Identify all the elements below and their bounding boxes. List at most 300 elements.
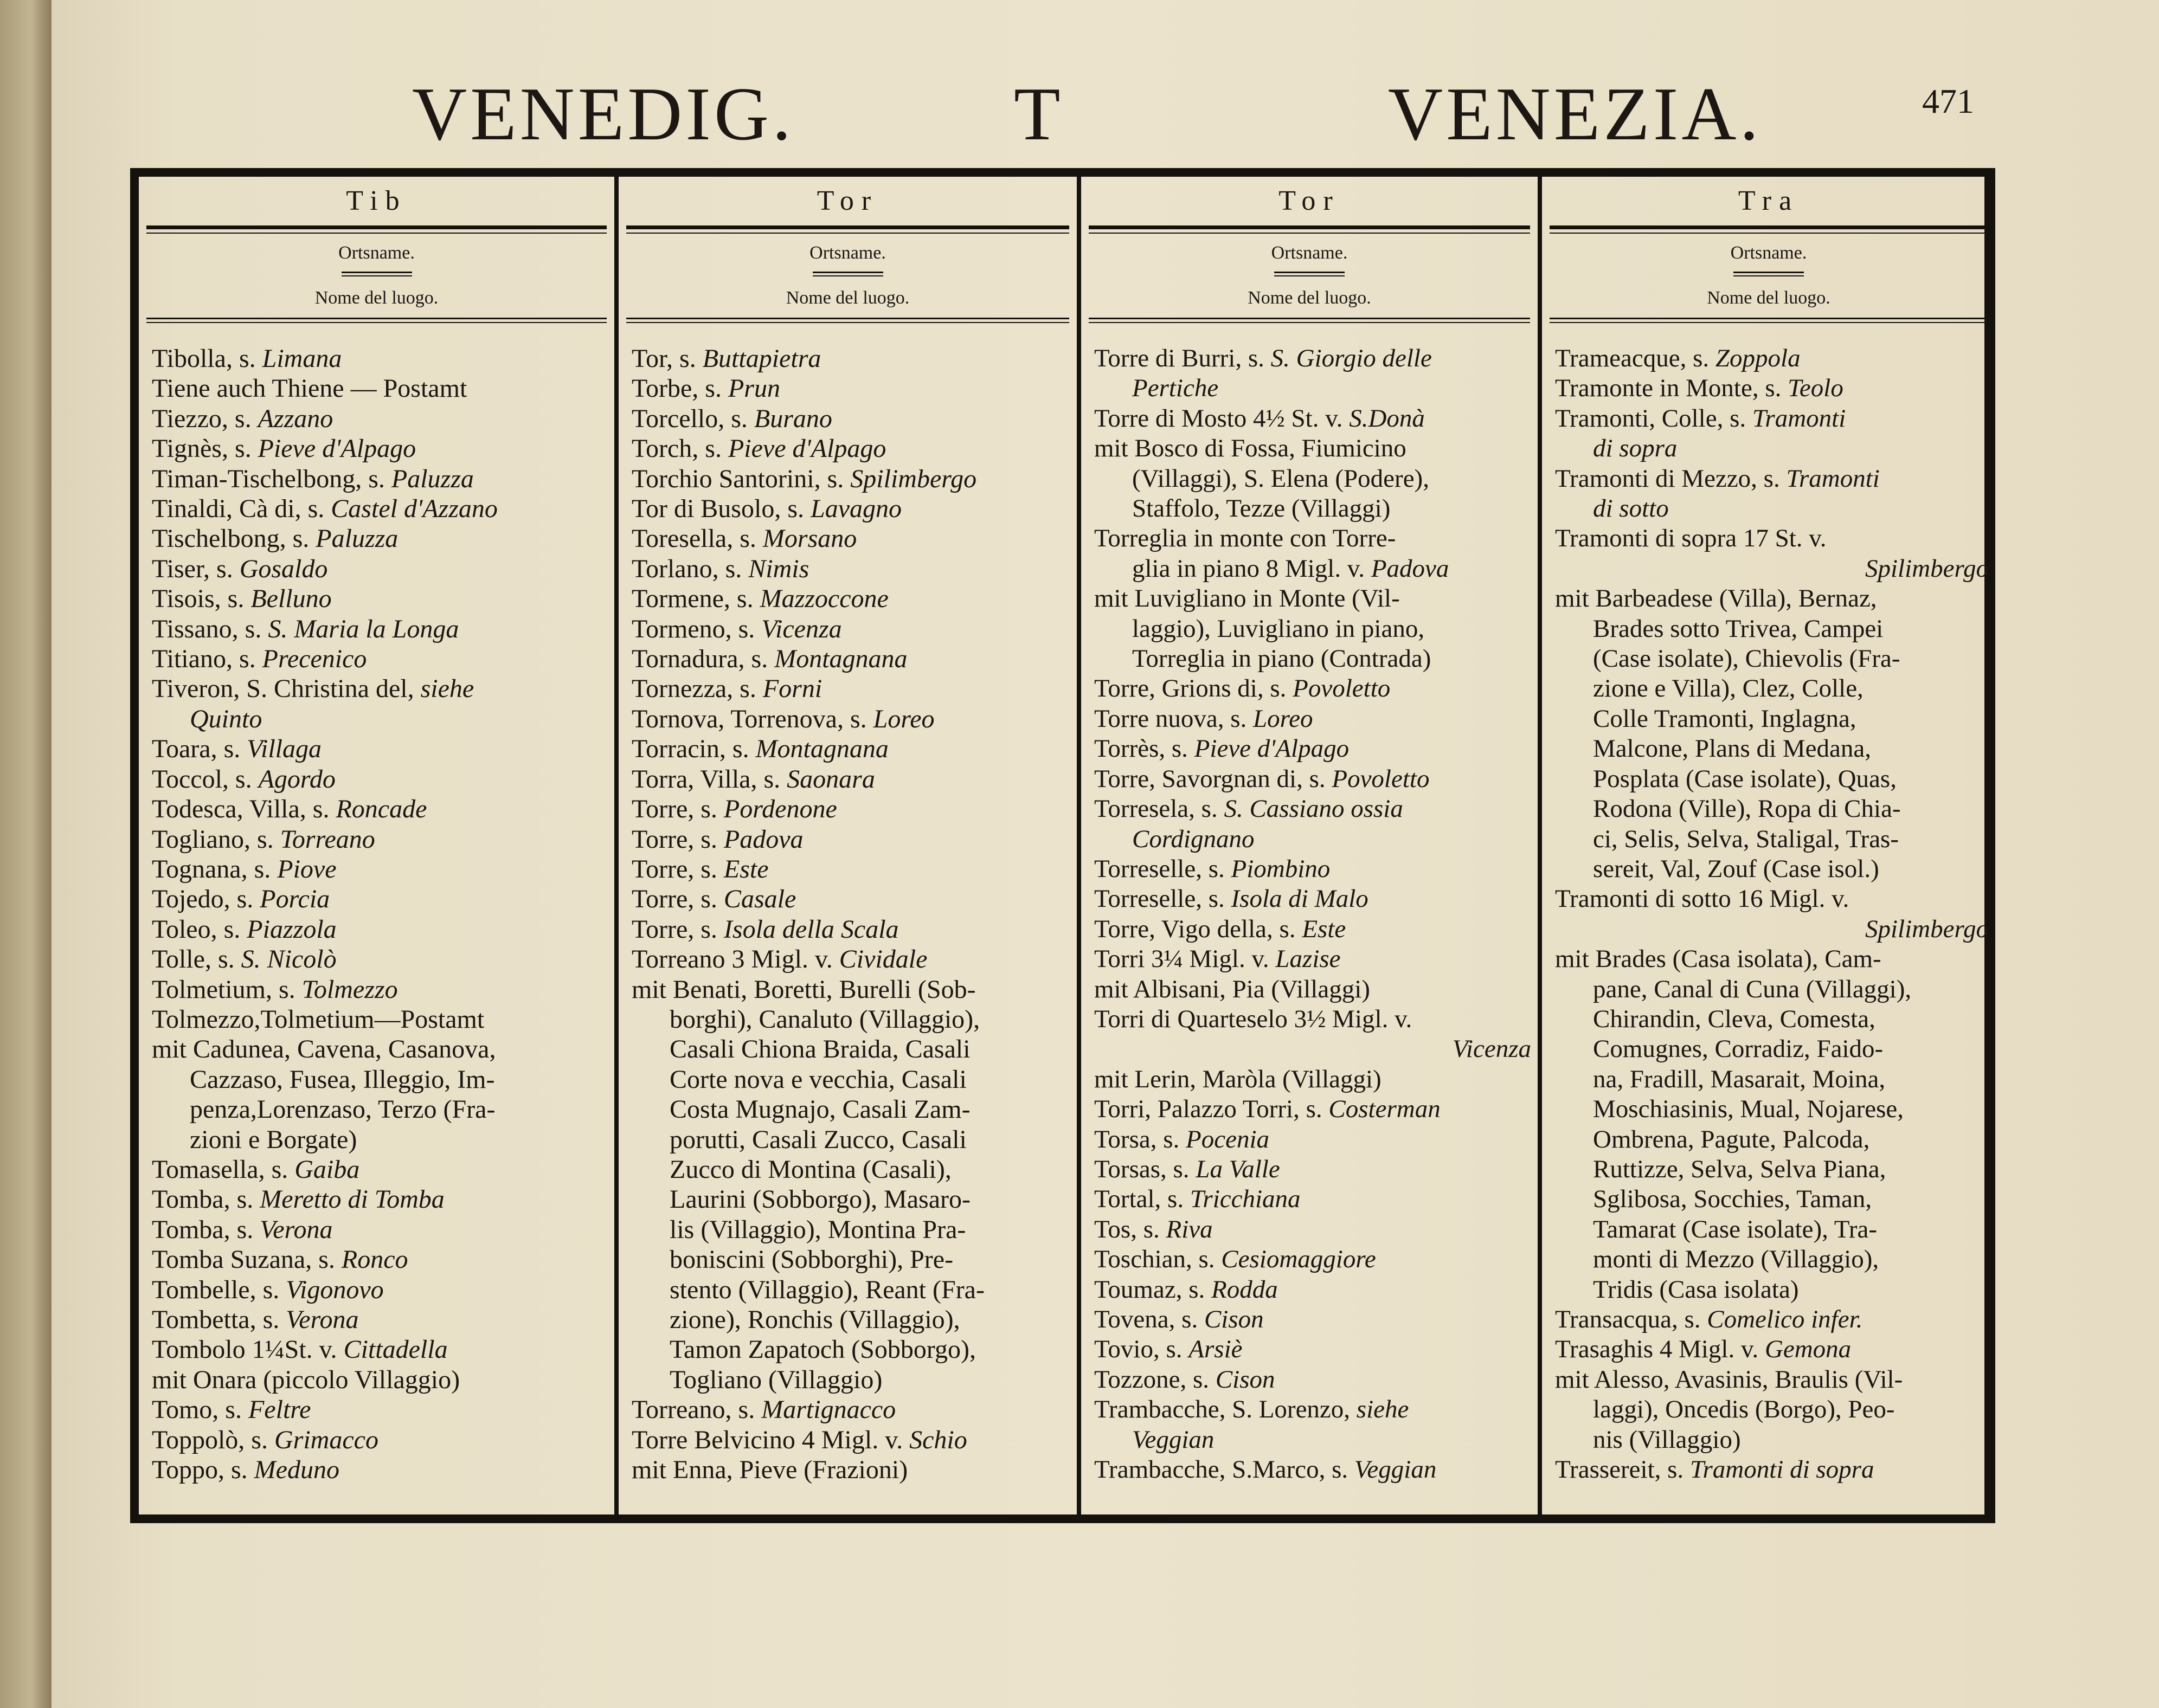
divider	[146, 318, 607, 319]
entry-name: Rodona (Ville), Ropa di Chia-	[1593, 795, 1901, 823]
entry-name: Torsa, s.	[1094, 1125, 1186, 1153]
entry-name: Tinaldi, Cà di, s.	[152, 494, 331, 524]
entry-name: laggi), Oncedis (Borgo), Peo-	[1593, 1395, 1895, 1424]
entry-row	[152, 1125, 608, 1155]
entry-row	[632, 944, 1070, 974]
entry-name: glia in piano 8 Migl. v.	[1132, 554, 1371, 583]
entry-list	[1081, 323, 1538, 1485]
entry-name: Torre di Mosto 4½ St. v.	[1094, 404, 1350, 433]
entry-name: Tombolo 1¼St. v.	[152, 1335, 344, 1364]
entry-name: Tramonti di sopra 17 St. v.	[1555, 524, 1827, 553]
entry-name: Tignès, s.	[152, 434, 258, 463]
entry-row	[1555, 554, 1989, 584]
entry-reference: Paluzza	[391, 464, 474, 493]
entry-row	[152, 1034, 608, 1064]
entry-row	[152, 794, 608, 824]
entry-reference: Spilimbergo	[1865, 914, 1989, 943]
entry-name: mit Bosco di Fossa, Fiumicino	[1094, 434, 1406, 463]
entry-row	[632, 975, 1070, 1004]
entry-name: Torre nuova, s.	[1094, 704, 1253, 733]
entry-name: Casali Chiona Braida, Casali	[670, 1035, 971, 1064]
entry-name: Tramonte in Monte, s.	[1555, 374, 1788, 403]
entry-row	[152, 674, 608, 704]
entry-row	[1094, 884, 1531, 914]
entry-reference: S. Giorgio delle	[1270, 344, 1432, 372]
divider	[1274, 272, 1345, 273]
entry-reference: S.Donà	[1349, 404, 1425, 433]
running-head-italian: VENEZIA.	[1388, 72, 1762, 156]
entry-name: Tombetta, s.	[152, 1305, 286, 1334]
entry-reference: Montagnana	[774, 644, 908, 674]
entry-row	[632, 614, 1070, 644]
entry-reference: di sopra	[1593, 434, 1678, 463]
entry-name: borghi), Canaluto (Villaggio),	[670, 1004, 980, 1034]
entry-row	[1555, 614, 1989, 644]
divider	[626, 318, 1069, 319]
entry-row	[1094, 674, 1531, 704]
entry-row	[1094, 554, 1531, 584]
entry-row	[632, 1034, 1070, 1064]
entry-name: stento (Villaggio), Reant (Fra-	[670, 1275, 985, 1304]
entry-row	[1555, 1125, 1989, 1155]
entry-name: mit Luvigliano in Monte (Vil-	[1094, 584, 1400, 613]
entry-name: Tozzone, s.	[1094, 1365, 1216, 1394]
entry-row	[1555, 1425, 1989, 1455]
entry-reference: Azzano	[258, 404, 333, 433]
entry-reference: Cittadella	[343, 1335, 448, 1364]
entry-row	[152, 1155, 608, 1184]
entry-reference: Riva	[1166, 1215, 1213, 1243]
entry-row	[1555, 1184, 1989, 1214]
entry-row	[152, 434, 608, 463]
entry-name: Torch, s.	[632, 434, 728, 463]
entry-row	[1555, 944, 1989, 974]
entry-reference: Casale	[723, 885, 796, 914]
divider	[813, 272, 883, 273]
entry-row	[632, 794, 1070, 824]
entry-name: Costa Mugnajo, Casali Zam-	[670, 1095, 971, 1124]
entry-row	[1555, 764, 1989, 794]
entry-name: Malcone, Plans di Medana,	[1593, 734, 1871, 763]
entry-row	[1555, 404, 1989, 434]
entry-row	[1555, 434, 1989, 463]
entry-row	[152, 644, 608, 674]
entry-name: Tornova, Torrenova, s.	[632, 704, 873, 733]
entry-reference: Comelico infer.	[1707, 1305, 1863, 1333]
entry-row	[1094, 854, 1531, 884]
entry-row	[152, 404, 608, 434]
entry-reference: Cesiomaggiore	[1221, 1245, 1376, 1274]
entry-row	[1555, 1094, 1989, 1124]
entry-name: Torre, s.	[632, 795, 724, 824]
entry-row	[1555, 1245, 1989, 1274]
entry-row	[152, 1094, 608, 1124]
entry-name: Torre, s.	[632, 885, 724, 914]
entry-row	[152, 554, 608, 584]
column-subhead-german: Ortsname.	[809, 243, 886, 263]
entry-name: Todesca, Villa, s.	[152, 795, 336, 824]
entry-name: Tomba, s.	[152, 1185, 260, 1214]
entry-name: Torreano, s.	[632, 1395, 762, 1425]
entry-name: Tramonti di sotto 16 Migl. v.	[1555, 885, 1849, 913]
entry-row	[632, 1365, 1070, 1395]
entry-name: Tormeno, s.	[632, 614, 762, 643]
entry-row	[632, 1395, 1070, 1425]
divider	[1550, 225, 1988, 229]
entry-name: Tiene auch Thiene — Postamt	[152, 374, 467, 403]
entry-name: laggio), Luvigliano in piano,	[1132, 614, 1425, 643]
entry-row	[1555, 674, 1989, 704]
entry-reference: siehe	[1356, 1395, 1409, 1424]
entry-row	[152, 494, 608, 524]
entry-row	[152, 824, 608, 854]
entry-row	[632, 1094, 1070, 1124]
entry-name: Torreselle, s.	[1094, 854, 1231, 883]
entry-row	[1094, 944, 1531, 974]
entry-name: Tovena, s.	[1094, 1305, 1204, 1333]
entry-name: Tovio, s.	[1094, 1335, 1189, 1364]
entry-name: Toschian, s.	[1094, 1245, 1222, 1274]
entry-reference: Pordenone	[723, 795, 837, 824]
entry-row	[1094, 704, 1531, 734]
column-subhead-italian: Nome del luogo.	[786, 288, 910, 308]
entry-row	[1555, 1215, 1989, 1245]
entry-name: Tiser, s.	[152, 554, 240, 583]
entry-row	[152, 1184, 608, 1214]
entry-reference: Cison	[1215, 1365, 1275, 1394]
entry-reference: Grimacco	[274, 1425, 378, 1454]
entry-row	[1555, 734, 1989, 764]
entry-row	[632, 1184, 1070, 1214]
entry-row	[1094, 614, 1531, 644]
entry-row	[632, 914, 1070, 944]
entry-row	[632, 1215, 1070, 1245]
entry-row	[152, 764, 608, 794]
entry-list	[619, 323, 1077, 1485]
entry-row	[1555, 464, 1989, 494]
entry-reference: Nimis	[748, 554, 809, 583]
column-subhead-italian: Nome del luogo.	[1707, 288, 1830, 308]
entry-name: Torre di Burri, s.	[1094, 344, 1271, 372]
entry-reference: Castel d'Azzano	[331, 494, 498, 524]
entry-name: Comugnes, Corradiz, Faido-	[1593, 1035, 1884, 1064]
entry-reference: Verona	[260, 1215, 333, 1244]
entry-name: Tombelle, s.	[152, 1275, 286, 1304]
entry-row	[1555, 584, 1989, 614]
entry-row	[1094, 794, 1531, 824]
entry-list	[139, 323, 614, 1485]
entry-reference: Zoppola	[1715, 344, 1801, 372]
entry-reference: Loreo	[1253, 704, 1313, 733]
entry-row	[1094, 1215, 1531, 1245]
entry-name: Tischelbong, s.	[152, 524, 316, 553]
entry-name: mit Cadunea, Cavena, Casanova,	[152, 1035, 496, 1064]
entry-row	[632, 1275, 1070, 1305]
entry-row	[1094, 1184, 1531, 1214]
entry-name: pane, Canal di Cuna (Villaggi),	[1593, 975, 1912, 1003]
entry-name: Torre, Vigo della, s.	[1094, 914, 1302, 943]
entry-reference: Vicenza	[761, 614, 842, 643]
entry-reference: Schio	[909, 1425, 967, 1454]
entry-row	[1094, 1365, 1531, 1395]
entry-row	[1555, 704, 1989, 734]
entry-name: Tomba, s.	[152, 1215, 260, 1244]
entry-row	[152, 1335, 608, 1364]
entry-row	[1555, 1365, 1989, 1395]
entry-row	[152, 854, 608, 884]
entry-reference: Burano	[754, 404, 832, 433]
column-2	[614, 177, 1077, 1514]
column-1	[139, 177, 614, 1514]
entry-reference: Gemona	[1764, 1335, 1852, 1364]
entry-row	[632, 1305, 1070, 1335]
column-subhead-italian: Nome del luogo.	[314, 288, 439, 308]
entry-reference: Meduno	[254, 1455, 339, 1485]
entry-name: Corte nova e vecchia, Casali	[670, 1065, 967, 1094]
entry-reference: Veggian	[1132, 1425, 1215, 1454]
entry-reference: Gosaldo	[239, 554, 328, 583]
entry-row	[632, 1155, 1070, 1184]
column-subhead-german: Ortsname.	[1271, 243, 1348, 263]
entry-name: Tormene, s.	[632, 584, 760, 614]
entry-reference: Tolmezzo	[301, 975, 398, 1004]
entry-name: lis (Villaggio), Montina Pra-	[670, 1215, 966, 1244]
entry-reference: Padova	[723, 824, 804, 854]
divider	[626, 225, 1069, 229]
entry-row	[632, 373, 1070, 403]
entry-reference: Tramonti	[1786, 464, 1880, 493]
entry-name: Tortal, s.	[1094, 1185, 1190, 1214]
entry-reference: Isola della Scala	[723, 914, 899, 944]
entry-name: Toccol, s.	[152, 764, 259, 794]
entry-row	[632, 524, 1070, 553]
entry-row	[152, 524, 608, 553]
entry-row	[632, 1065, 1070, 1094]
column-head: Tor	[1278, 185, 1340, 216]
entry-row	[632, 554, 1070, 584]
entry-row	[152, 1245, 608, 1274]
entry-name: Toumaz, s.	[1094, 1275, 1211, 1304]
entry-name: Torreglia in monte con Torre-	[1094, 524, 1396, 553]
entry-name: Staffolo, Tezze (Villaggi)	[1132, 494, 1391, 523]
entry-reference: Feltre	[248, 1395, 311, 1425]
entry-row	[1094, 344, 1531, 373]
entry-row	[632, 1245, 1070, 1274]
entry-name: Chirandin, Cleva, Comesta,	[1593, 1004, 1875, 1033]
entry-row	[1094, 464, 1531, 494]
entry-row	[1555, 975, 1989, 1004]
entry-reference: S. Cassiano ossia	[1224, 795, 1403, 823]
entry-name: sereit, Val, Zouf (Case isol.)	[1593, 854, 1879, 883]
entry-row	[1555, 1004, 1989, 1034]
column-subhead-german: Ortsname.	[338, 243, 415, 263]
entry-name: Torri, Palazzo Torri, s.	[1094, 1095, 1329, 1124]
entry-reference: Este	[1302, 914, 1346, 943]
entry-name: Torri di Quarteselo 3½ Migl. v.	[1094, 1004, 1412, 1033]
running-head	[0, 70, 2159, 163]
entry-reference: Teolo	[1788, 374, 1843, 403]
entry-name: Tornezza, s.	[632, 674, 763, 704]
entry-name: Tomba Suzana, s.	[152, 1245, 342, 1274]
entry-row	[1555, 854, 1989, 884]
entry-row	[152, 614, 608, 644]
entry-reference: Cordignano	[1132, 824, 1255, 853]
entry-row	[632, 764, 1070, 794]
entry-reference: Piazzola	[247, 914, 337, 944]
entry-row	[1094, 1335, 1531, 1364]
entry-reference: Buttapietra	[702, 344, 821, 373]
entry-name: Torri 3¼ Migl. v.	[1094, 945, 1276, 974]
entry-name: Togliano (Villaggio)	[670, 1365, 883, 1394]
entry-row	[1094, 1275, 1531, 1305]
entry-name: mit Alesso, Avasinis, Braulis (Vil-	[1555, 1365, 1903, 1394]
entry-name: zione), Ronchis (Villaggio),	[670, 1305, 960, 1334]
entry-row	[1094, 1395, 1531, 1425]
entry-reference: Povoletto	[1332, 764, 1430, 793]
entry-name: Torre Belvicino 4 Migl. v.	[632, 1425, 910, 1454]
entry-name: ci, Selis, Selva, Staligal, Tras-	[1593, 824, 1899, 853]
entry-row	[632, 1455, 1070, 1485]
divider	[1733, 272, 1804, 273]
entry-reference: Costerman	[1328, 1095, 1441, 1124]
entry-row	[152, 1365, 608, 1395]
divider	[342, 272, 412, 273]
entry-row	[632, 584, 1070, 614]
entry-reference: Martignacco	[761, 1395, 896, 1425]
entry-name: Tiveron, S. Christina del,	[152, 674, 421, 704]
entry-row	[632, 824, 1070, 854]
entry-row	[1094, 824, 1531, 854]
entry-reference: Gaiba	[294, 1155, 360, 1184]
entry-row	[1094, 1455, 1531, 1485]
entry-reference: Tramonti di sopra	[1689, 1455, 1874, 1484]
divider	[1089, 318, 1530, 319]
entry-row	[152, 704, 608, 734]
entry-name: boniscini (Sobborghi), Pre-	[670, 1245, 954, 1274]
entry-name: mit Brades (Casa isolata), Cam-	[1555, 945, 1881, 974]
entry-reference: Pieve d'Alpago	[258, 434, 416, 463]
entry-name: Timan-Tischelbong, s.	[152, 464, 391, 493]
entry-name: Tor, s.	[632, 344, 703, 373]
entry-reference: Spilimbergo	[1865, 554, 1989, 583]
entry-name: Zucco di Montina (Casali),	[670, 1155, 952, 1184]
entry-row	[1555, 344, 1989, 373]
entry-name: Tomo, s.	[152, 1395, 248, 1425]
entry-name: Toleo, s.	[152, 914, 247, 944]
entry-row	[1555, 914, 1989, 944]
entry-row	[152, 1275, 608, 1305]
running-head-letter: T	[1014, 72, 1064, 156]
entry-reference: Villaga	[247, 734, 322, 764]
column-head: Tib	[346, 185, 407, 216]
entry-row	[1555, 1065, 1989, 1094]
entry-reference: Limana	[262, 344, 342, 373]
entry-reference: Verona	[286, 1305, 359, 1334]
entry-reference: Meretto di Tomba	[260, 1185, 445, 1214]
entry-reference: Forni	[762, 674, 823, 704]
entry-reference: Povoletto	[1293, 674, 1391, 703]
entry-reference: Ronco	[341, 1245, 408, 1274]
entry-name: penza,Lorenzaso, Terzo (Fra-	[190, 1095, 496, 1124]
entry-row	[632, 404, 1070, 434]
divider	[146, 225, 607, 229]
entry-name: Trassereit, s.	[1555, 1455, 1690, 1484]
entry-name: mit Onara (piccolo Villaggio)	[152, 1365, 460, 1394]
entry-list	[1542, 323, 1995, 1485]
entry-name: Tridis (Casa isolata)	[1593, 1275, 1799, 1304]
entry-row	[1555, 1455, 1989, 1485]
entry-row	[1094, 1094, 1531, 1124]
entry-name: Tibolla, s.	[152, 344, 262, 373]
entry-name: Toppolò, s.	[152, 1425, 274, 1454]
entry-name: Trambacche, S. Lorenzo,	[1094, 1395, 1357, 1424]
entry-row	[152, 1425, 608, 1455]
column-3	[1077, 177, 1538, 1514]
entry-row	[1555, 1155, 1989, 1184]
entry-reference: Vicenza	[1452, 1035, 1531, 1064]
entry-name: Moschiasinis, Mual, Nojarese,	[1593, 1095, 1904, 1124]
entry-row	[1094, 1155, 1531, 1184]
entry-row	[632, 434, 1070, 463]
entry-row	[1555, 1275, 1989, 1305]
entry-reference: Pocenia	[1186, 1125, 1270, 1153]
entry-row	[152, 1215, 608, 1245]
entry-name: Tolle, s.	[152, 945, 241, 974]
entry-name: Torchio Santorini, s.	[632, 464, 851, 493]
entry-name: Torlano, s.	[632, 554, 749, 583]
entry-name: Togliano, s.	[152, 824, 280, 854]
divider	[1550, 318, 1988, 319]
entry-name: (Villaggi), S. Elena (Podere),	[1132, 464, 1429, 493]
entry-reference: Veggian	[1354, 1455, 1437, 1484]
entry-reference: Paluzza	[316, 524, 399, 553]
entry-name: Toresella, s.	[632, 524, 763, 553]
entry-name: Tornadura, s.	[632, 644, 775, 674]
entry-reference: Quinto	[190, 704, 262, 733]
entry-row	[1094, 524, 1531, 553]
entry-name: Torsas, s.	[1094, 1155, 1196, 1183]
entry-reference: Loreo	[873, 704, 935, 733]
entry-name: Torresela, s.	[1094, 795, 1224, 823]
entry-name: Laurini (Sobborgo), Masaro-	[670, 1185, 971, 1214]
entry-row	[152, 1395, 608, 1425]
entry-name: Ruttizze, Selva, Selva Piana,	[1593, 1155, 1886, 1183]
entry-reference: Tricchiana	[1190, 1185, 1301, 1214]
divider	[1089, 225, 1530, 229]
entry-name: Trasaghis 4 Migl. v.	[1555, 1335, 1765, 1364]
entry-row	[152, 584, 608, 614]
entry-name: Tomasella, s.	[152, 1155, 295, 1184]
entry-row	[1094, 914, 1531, 944]
entry-name: Posplata (Case isolate), Quas,	[1593, 764, 1897, 793]
entry-name: mit Enna, Pieve (Frazioni)	[632, 1455, 908, 1485]
entry-name: Torre, Savorgnan di, s.	[1094, 764, 1332, 793]
entry-reference: Porcia	[260, 885, 330, 914]
entry-name: Tissano, s.	[152, 614, 268, 643]
entry-row	[632, 1125, 1070, 1155]
entry-row	[632, 884, 1070, 914]
entry-reference: Saonara	[787, 764, 875, 794]
entry-row	[152, 884, 608, 914]
entry-name: (Case isolate), Chievolis (Fra-	[1593, 644, 1900, 673]
entry-row	[1094, 373, 1531, 403]
entry-row	[1555, 794, 1989, 824]
entry-reference: Pieve d'Alpago	[728, 434, 886, 463]
entry-name: Torbe, s.	[632, 374, 728, 403]
entry-name: zioni e Borgate)	[190, 1125, 357, 1154]
entry-name: Tamon Zapatoch (Sobborgo),	[670, 1335, 976, 1364]
entry-reference: Torreano	[280, 824, 375, 854]
